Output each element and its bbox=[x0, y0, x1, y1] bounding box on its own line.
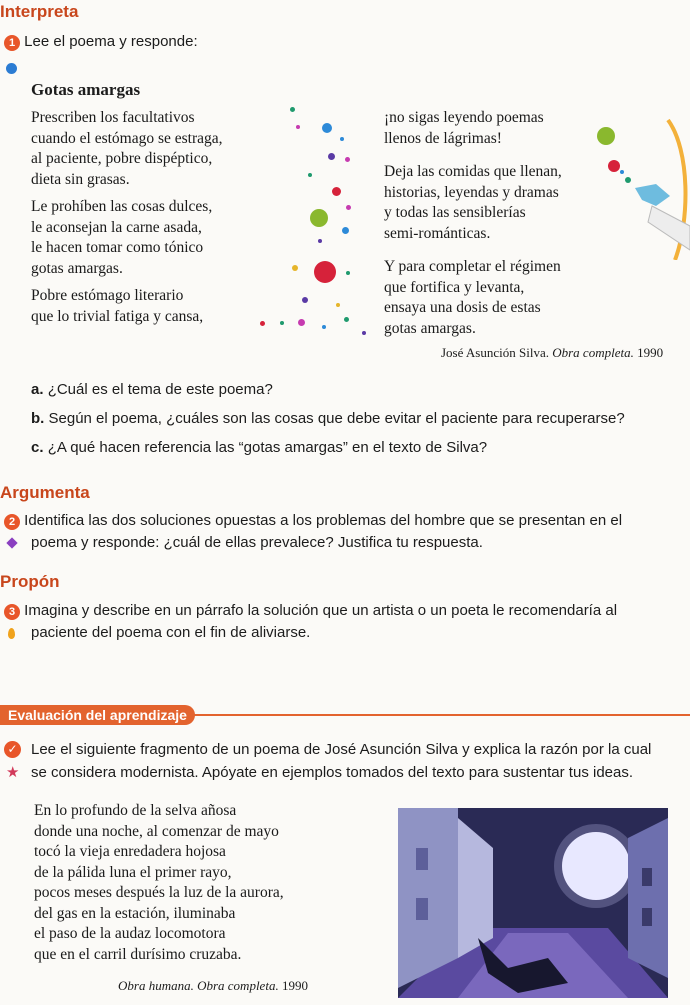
evaluation-line-1: Lee el siguiente fragmento de un poema de José Asunción Silva y explica la razón por la cual bbox=[31, 741, 652, 758]
question-a bbox=[31, 380, 273, 400]
poem-line: que en el carril durísimo cruzaba. bbox=[34, 945, 242, 963]
poem-line: al paciente, pobre dispéptico, bbox=[31, 150, 213, 167]
activity-number-badge: 1 bbox=[4, 35, 20, 51]
poem-line: ¡no sigas leyendo poemas bbox=[384, 109, 544, 126]
evaluation-poem bbox=[34, 801, 284, 965]
poem-credit bbox=[441, 345, 663, 361]
poem-column-1 bbox=[31, 108, 223, 327]
evaluation-banner: Evaluación del aprendizaje bbox=[0, 705, 195, 725]
activity-number-badge: 2 bbox=[4, 514, 20, 530]
poem-line: Le prohíben las cosas dulces, bbox=[31, 198, 213, 215]
drop-icon bbox=[8, 628, 15, 639]
poem-line: Prescriben los facultativos bbox=[31, 109, 195, 126]
activity-2-line-2: poema y responde: ¿cuál de ellas prevalece? Justifica tu respuesta. bbox=[31, 534, 483, 551]
poem-line: Y para completar el régimen bbox=[384, 258, 561, 275]
section-title-argumenta: Argumenta bbox=[0, 483, 90, 502]
diamond-icon bbox=[6, 537, 17, 548]
poem-line: cuando el estómago se estraga, bbox=[31, 129, 223, 147]
question-letter: a. bbox=[31, 381, 44, 398]
poem-line: historias, leyendas y dramas bbox=[384, 183, 559, 201]
hand-dropper-illustration bbox=[590, 110, 690, 260]
question-letter: c. bbox=[31, 439, 44, 456]
poem-line: que fortifica y levanta, bbox=[384, 278, 525, 296]
star-icon: ★ bbox=[6, 764, 20, 781]
poem-line: tocó la vieja enredadera hojosa bbox=[34, 843, 226, 860]
poem-line: el paso de la audaz locomotora bbox=[34, 925, 226, 942]
poem-line: le aconsejan la carne asada, bbox=[31, 218, 202, 236]
poem-line: gotas amargas. bbox=[31, 259, 123, 277]
poem-column-2 bbox=[384, 108, 562, 339]
night-station-illustration bbox=[398, 808, 668, 998]
question-text: ¿A qué hacen referencia las “gotas amargas” en el texto de Silva? bbox=[47, 439, 488, 456]
poem-line: llenos de lágrimas! bbox=[384, 129, 502, 147]
poem-line: ensaya una dosis de estas bbox=[384, 299, 541, 316]
poem-title: Gotas amargas bbox=[31, 80, 141, 99]
drops-illustration bbox=[250, 95, 380, 345]
activity-1-instruction bbox=[4, 32, 198, 52]
activity-3-line-2: paciente del poema con el fin de aliviarse. bbox=[31, 624, 311, 641]
credit-book: Obra completa. bbox=[197, 978, 279, 993]
credit-year: 1990 bbox=[281, 978, 308, 993]
poem-line: le hacen tomar como tónico bbox=[31, 239, 204, 256]
section-title-propon: Propón bbox=[0, 572, 60, 591]
poem-line: Pobre estómago literario bbox=[31, 287, 184, 304]
credit-work: Obra humana. bbox=[118, 978, 194, 993]
question-text: ¿Cuál es el tema de este poema? bbox=[47, 381, 273, 398]
activity-1-text: Lee el poema y responde: bbox=[24, 33, 198, 50]
poem-line: En lo profundo de la selva añosa bbox=[34, 802, 237, 819]
evaluation-credit bbox=[118, 978, 308, 994]
poem-line: gotas amargas. bbox=[384, 319, 476, 337]
poem-line: Deja las comidas que llenan, bbox=[384, 163, 562, 180]
poem-line: pocos meses después la luz de la aurora, bbox=[34, 884, 284, 901]
poem-line: que lo trivial fatiga y cansa, bbox=[31, 307, 204, 325]
evaluation-line-2: se considera modernista. Apóyate en ejemplos tomados del texto para sustentar tus ideas. bbox=[31, 764, 634, 781]
section-title-interpreta: Interpreta bbox=[0, 2, 79, 21]
activity-3-line-1 bbox=[4, 601, 617, 621]
question-letter: b. bbox=[31, 410, 45, 427]
poem-line: y todas las sensiblerías bbox=[384, 204, 526, 221]
activity-2-text: Identifica las dos soluciones opuestas a los problemas del hombre que se presentan en el bbox=[24, 512, 623, 529]
poem-line: donde una noche, al comenzar de mayo bbox=[34, 822, 279, 840]
poem-line: del gas en la estación, iluminaba bbox=[34, 904, 236, 922]
poem-line: semi-románticas. bbox=[384, 224, 491, 242]
activity-number-badge: 3 bbox=[4, 604, 20, 620]
credit-work: Obra completa. bbox=[552, 345, 634, 360]
poem-line: de la pálida luna el primer rayo, bbox=[34, 863, 232, 881]
activity-2-line-1 bbox=[4, 511, 622, 531]
question-text: Según el poema, ¿cuáles son las cosas que debe evitar el paciente para recuperarse? bbox=[48, 410, 625, 427]
credit-year: 1990 bbox=[637, 345, 664, 360]
poem-line: dieta sin grasas. bbox=[31, 170, 130, 188]
checkmark-icon: ✓ bbox=[4, 741, 21, 758]
question-c bbox=[31, 438, 487, 458]
question-b bbox=[31, 409, 625, 429]
credit-author: José Asunción Silva. bbox=[441, 345, 549, 360]
activity-3-text: Imagina y describe en un párrafo la solución que un artista o un poeta le recomendaría al bbox=[24, 602, 618, 619]
blue-bullet-icon bbox=[6, 63, 17, 74]
